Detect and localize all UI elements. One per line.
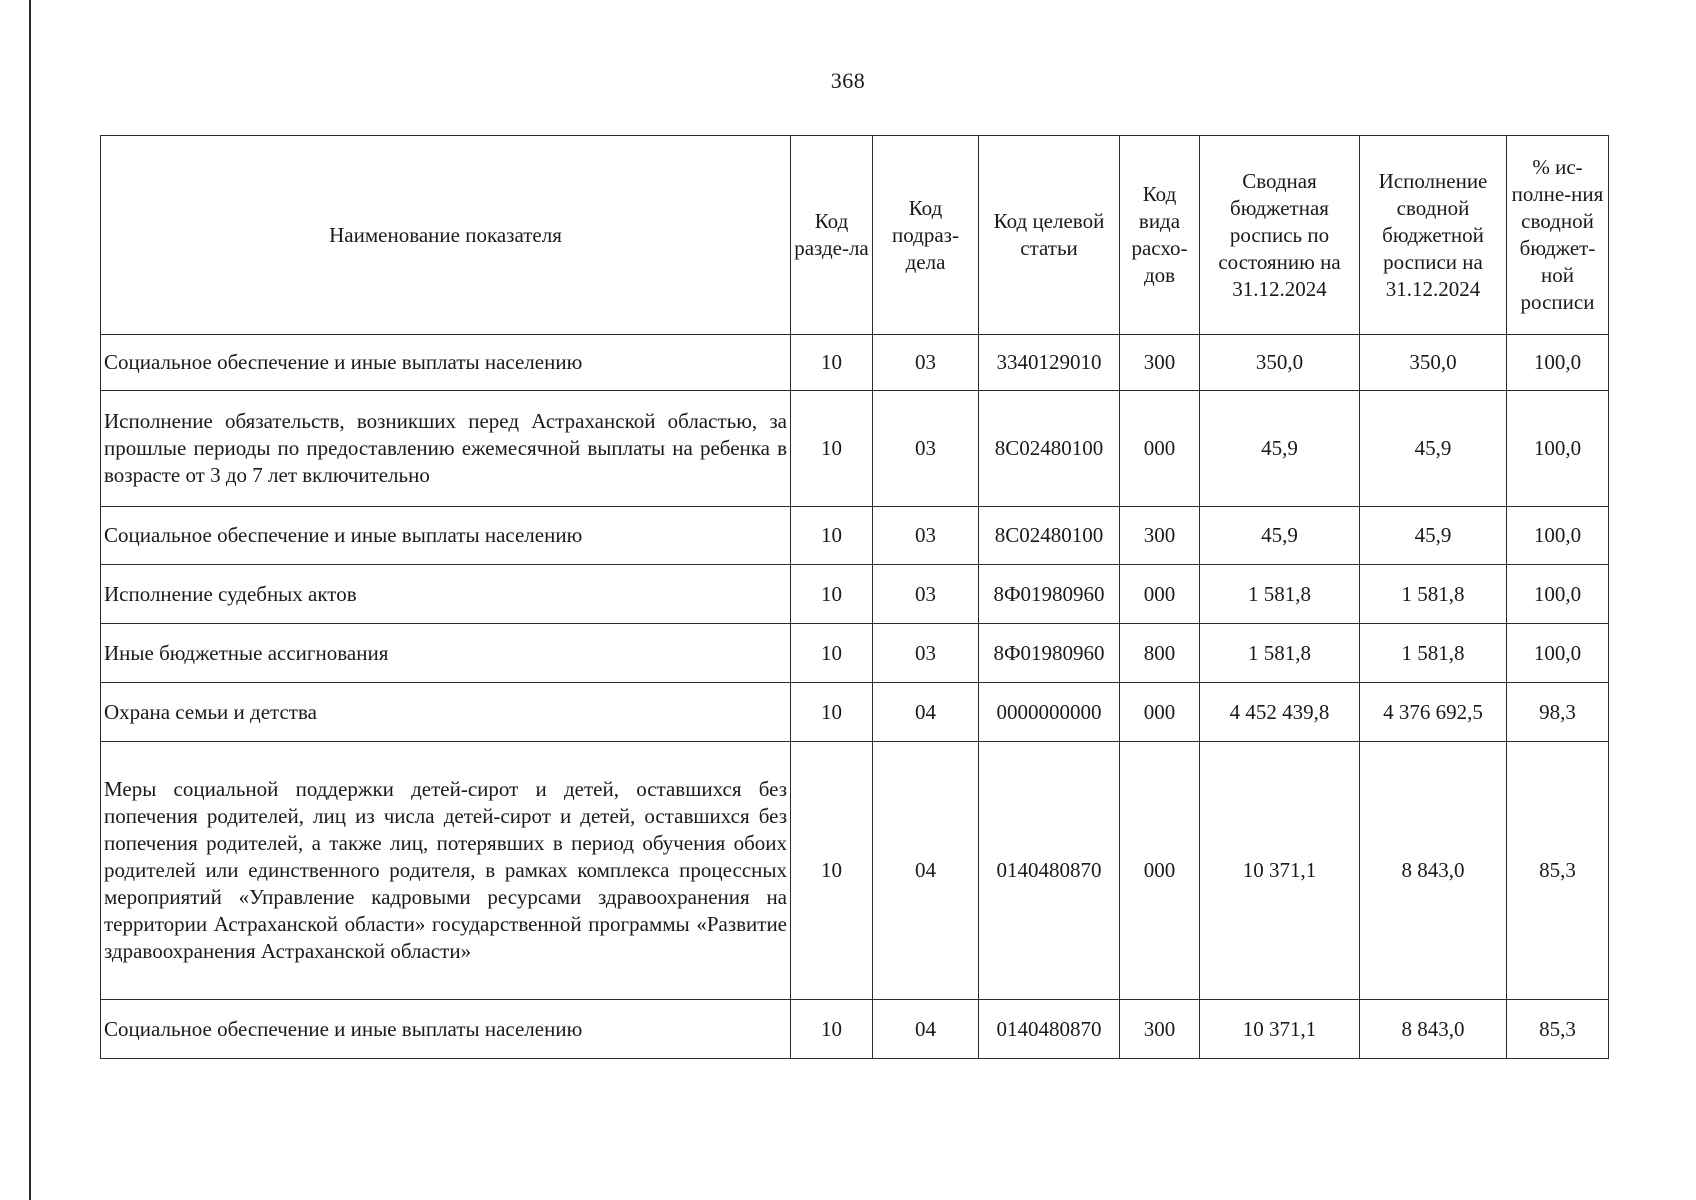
cell-subsection: 04 <box>873 742 979 1000</box>
cell-execution: 45,9 <box>1360 391 1507 507</box>
cell-budget: 45,9 <box>1200 507 1360 565</box>
cell-expense-type: 000 <box>1120 391 1200 507</box>
cell-name: Социальное обеспечение и иные выплаты населению <box>101 1000 791 1059</box>
cell-name: Исполнение обязательств, возникших перед Астраханской областью, за прошлые периоды по предоставлению ежемесячной выплаты на ребенка в возрасте от 3 до 7 лет включительно <box>101 391 791 507</box>
cell-budget: 10 371,1 <box>1200 742 1360 1000</box>
cell-expense-type: 800 <box>1120 624 1200 683</box>
page-number: 368 <box>830 68 866 93</box>
cell-section: 10 <box>791 742 873 1000</box>
cell-percent: 100,0 <box>1507 624 1609 683</box>
cell-percent: 100,0 <box>1507 565 1609 624</box>
cell-budget: 45,9 <box>1200 391 1360 507</box>
cell-section: 10 <box>791 391 873 507</box>
table-row <box>101 742 1609 1000</box>
cell-target-code: 0140480870 <box>979 742 1120 1000</box>
table-row <box>101 335 1609 391</box>
cell-budget: 350,0 <box>1200 335 1360 391</box>
cell-name: Социальное обеспечение и иные выплаты населению <box>101 335 791 391</box>
cell-target-code: 0140480870 <box>979 1000 1120 1059</box>
cell-percent: 100,0 <box>1507 335 1609 391</box>
cell-target-code: 8С02480100 <box>979 391 1120 507</box>
cell-section: 10 <box>791 683 873 742</box>
cell-name: Меры социальной поддержки детей-сирот и детей, оставшихся без попечения родителей, лиц из числа детей-сирот и детей, оставшихся без попечения родителей, а также лиц, потерявших в период обучения обоих родителей или единственного родителя, в рамках комплекса процессных мероприятий «Управление кадровыми ресурсами здравоохранения на территории Астраханской области» государственной программы «Развитие здравоохранения Астраханской области» <box>101 742 791 1000</box>
cell-subsection: 04 <box>873 1000 979 1059</box>
cell-section: 10 <box>791 565 873 624</box>
cell-expense-type: 300 <box>1120 335 1200 391</box>
binding-margin-line <box>29 0 31 1200</box>
cell-expense-type: 000 <box>1120 742 1200 1000</box>
cell-percent: 100,0 <box>1507 391 1609 507</box>
cell-section: 10 <box>791 624 873 683</box>
cell-section: 10 <box>791 1000 873 1059</box>
cell-execution: 350,0 <box>1360 335 1507 391</box>
table-row <box>101 1000 1609 1059</box>
cell-subsection: 03 <box>873 507 979 565</box>
cell-subsection: 03 <box>873 624 979 683</box>
cell-budget: 4 452 439,8 <box>1200 683 1360 742</box>
cell-name: Социальное обеспечение и иные выплаты населению <box>101 507 791 565</box>
cell-percent: 100,0 <box>1507 507 1609 565</box>
cell-name: Иные бюджетные ассигнования <box>101 624 791 683</box>
header-execution: Исполнение сводной бюджетной росписи на 31.12.2024 <box>1360 136 1507 335</box>
table-row <box>101 507 1609 565</box>
budget-execution-table <box>100 135 1609 1059</box>
header-name: Наименование показателя <box>101 136 791 335</box>
cell-percent: 85,3 <box>1507 1000 1609 1059</box>
cell-budget: 1 581,8 <box>1200 565 1360 624</box>
cell-execution: 45,9 <box>1360 507 1507 565</box>
cell-expense-type: 300 <box>1120 507 1200 565</box>
table-header-row <box>101 136 1609 335</box>
cell-execution: 1 581,8 <box>1360 624 1507 683</box>
cell-budget: 1 581,8 <box>1200 624 1360 683</box>
cell-execution: 8 843,0 <box>1360 742 1507 1000</box>
cell-target-code: 0000000000 <box>979 683 1120 742</box>
table-row <box>101 565 1609 624</box>
header-section-code: Код разде-ла <box>791 136 873 335</box>
table-row <box>101 683 1609 742</box>
cell-execution: 8 843,0 <box>1360 1000 1507 1059</box>
cell-percent: 85,3 <box>1507 742 1609 1000</box>
table-row <box>101 624 1609 683</box>
cell-name: Исполнение судебных актов <box>101 565 791 624</box>
header-target-article-code: Код целевой статьи <box>979 136 1120 335</box>
cell-percent: 98,3 <box>1507 683 1609 742</box>
cell-section: 10 <box>791 335 873 391</box>
cell-budget: 10 371,1 <box>1200 1000 1360 1059</box>
cell-expense-type: 300 <box>1120 1000 1200 1059</box>
cell-target-code: 8Ф01980960 <box>979 565 1120 624</box>
cell-section: 10 <box>791 507 873 565</box>
header-consolidated-budget: Сводная бюджетная роспись по состоянию на 31.12.2024 <box>1200 136 1360 335</box>
cell-name: Охрана семьи и детства <box>101 683 791 742</box>
cell-target-code: 3340129010 <box>979 335 1120 391</box>
header-expense-type-code: Код вида расхо-дов <box>1120 136 1200 335</box>
table-row <box>101 391 1609 507</box>
cell-execution: 1 581,8 <box>1360 565 1507 624</box>
cell-expense-type: 000 <box>1120 683 1200 742</box>
cell-execution: 4 376 692,5 <box>1360 683 1507 742</box>
cell-subsection: 04 <box>873 683 979 742</box>
cell-subsection: 03 <box>873 565 979 624</box>
cell-subsection: 03 <box>873 391 979 507</box>
header-execution-percent: % ис-полне-ния сводной бюджет-ной росписи <box>1507 136 1609 335</box>
cell-subsection: 03 <box>873 335 979 391</box>
cell-target-code: 8Ф01980960 <box>979 624 1120 683</box>
cell-expense-type: 000 <box>1120 565 1200 624</box>
header-subsection-code: Код подраз-дела <box>873 136 979 335</box>
cell-target-code: 8С02480100 <box>979 507 1120 565</box>
